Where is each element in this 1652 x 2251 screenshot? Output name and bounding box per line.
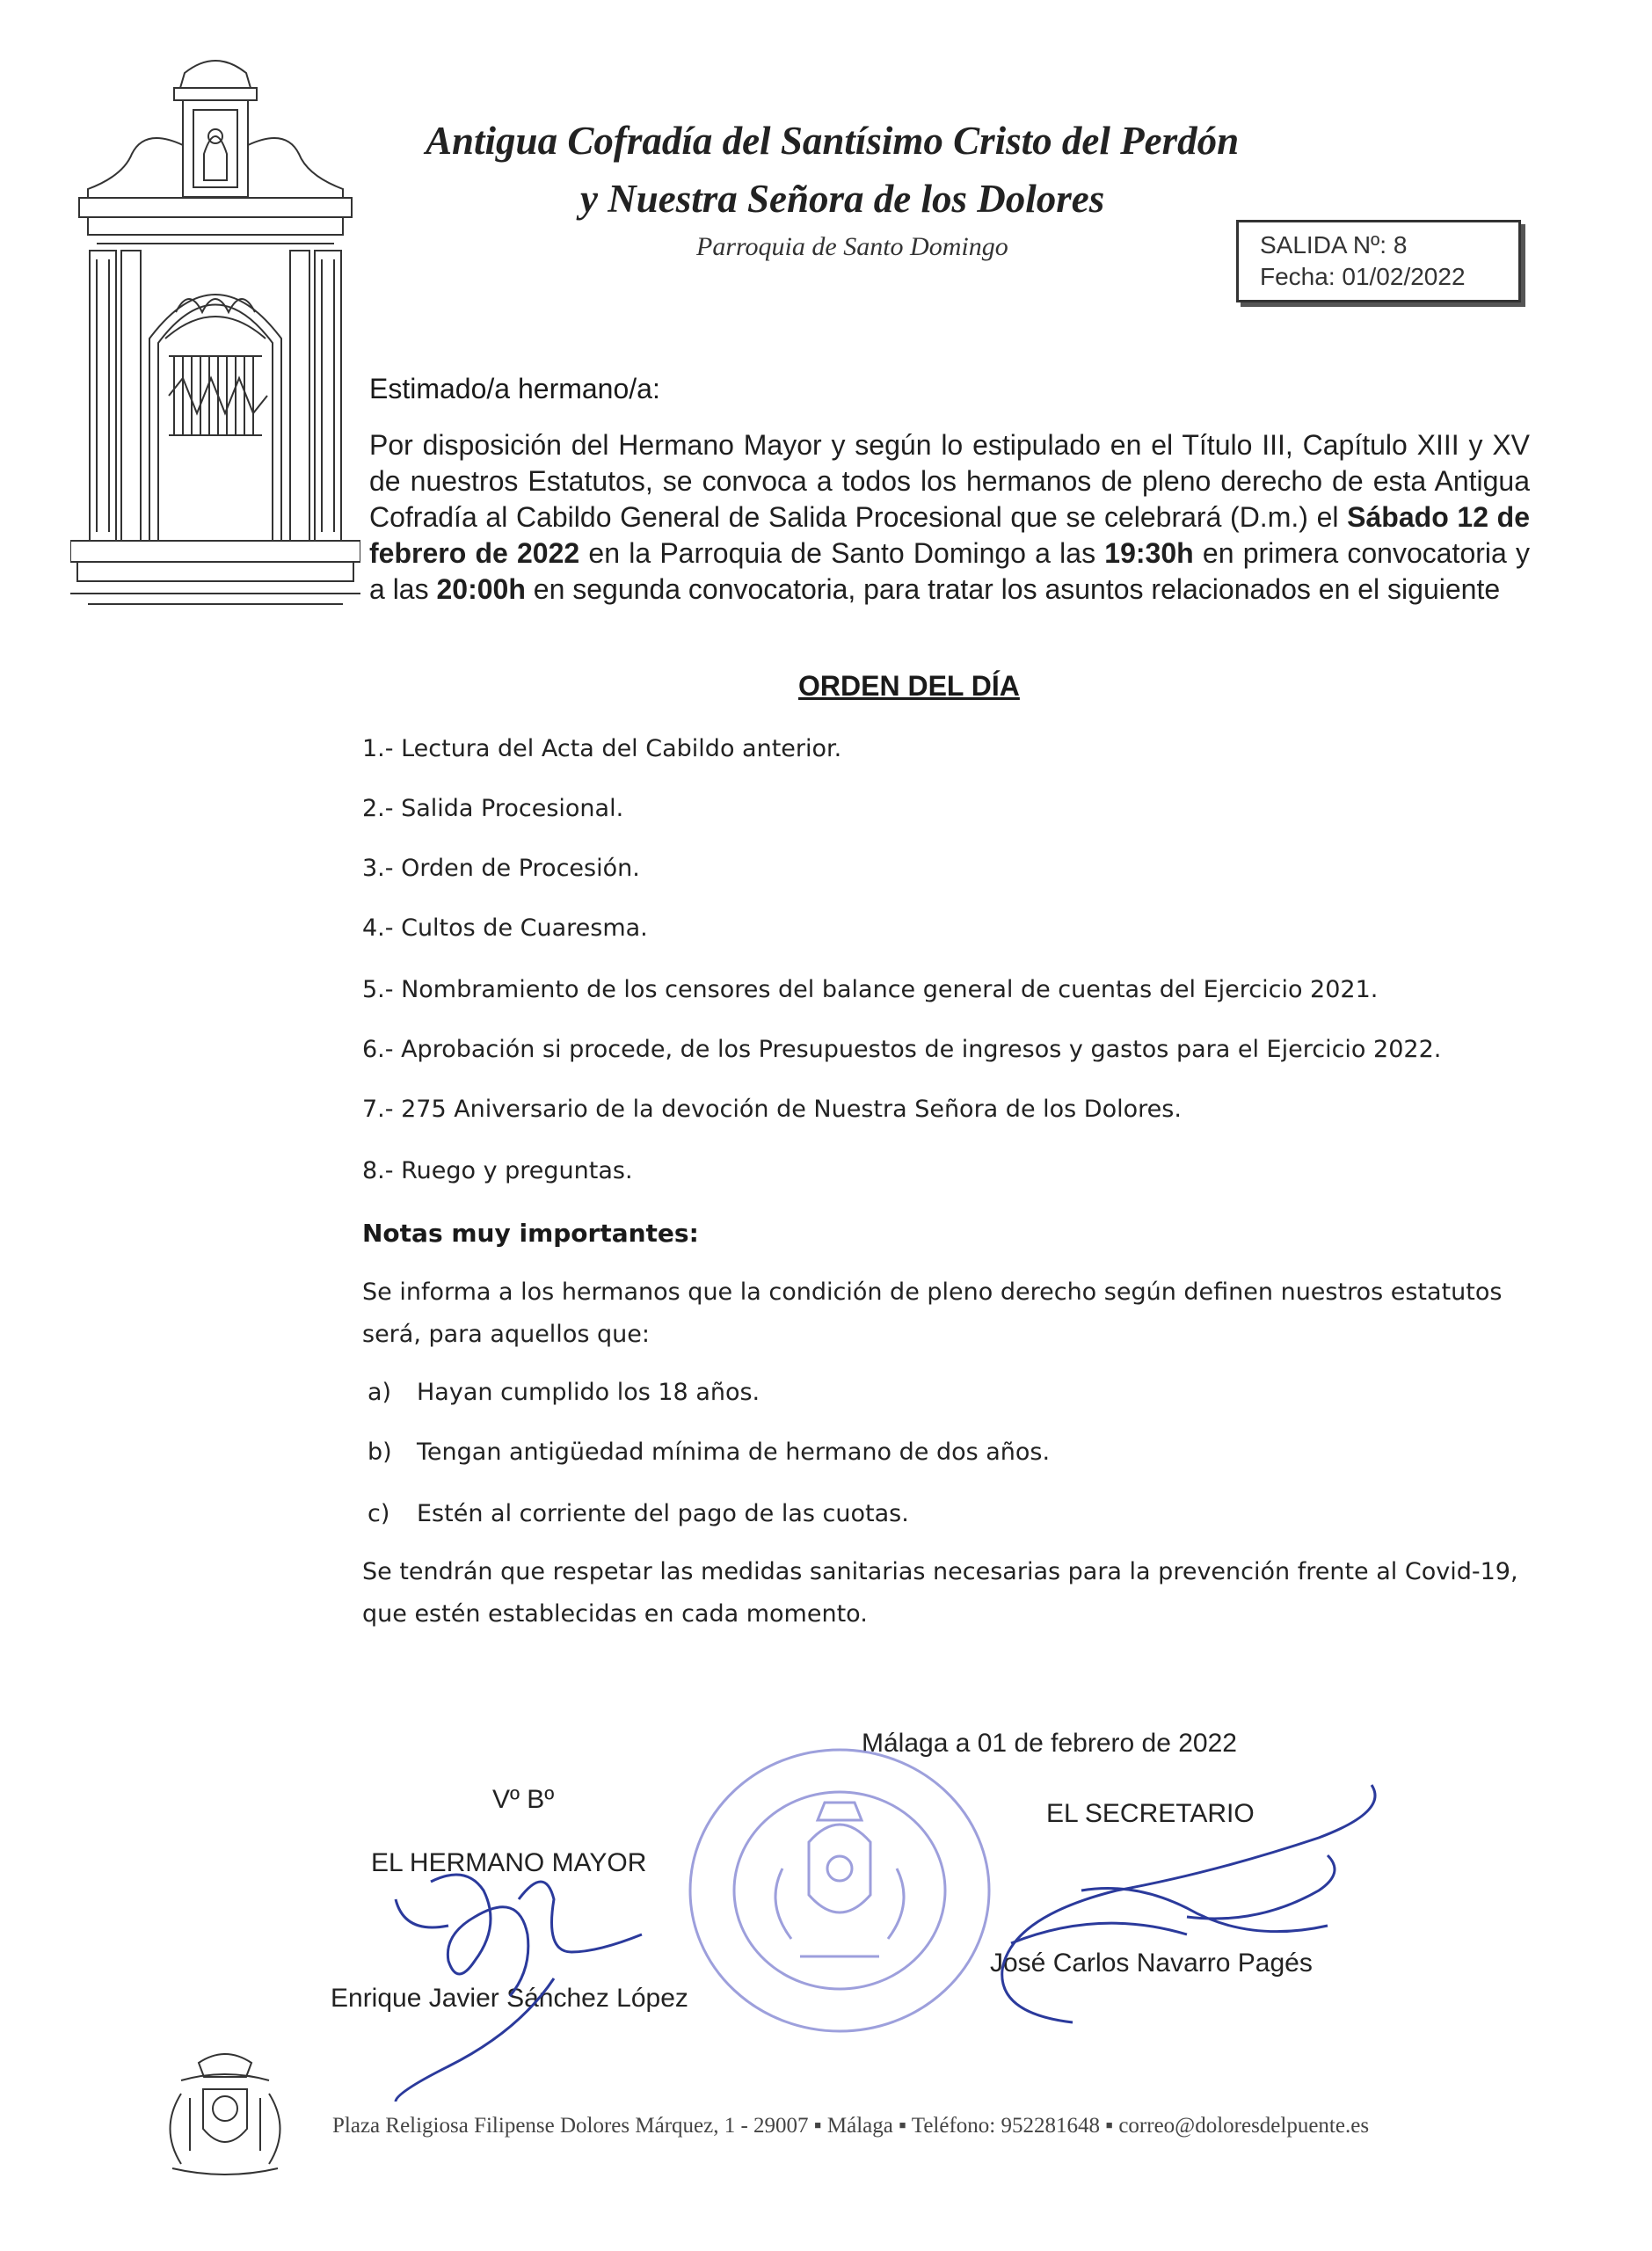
salida-number: SALIDA Nº: 8 <box>1260 231 1408 259</box>
reference-box <box>1236 220 1521 302</box>
condition-c <box>368 1500 909 1527</box>
agenda-item: 2.- Salida Procesional. <box>362 795 624 822</box>
place-and-date: Málaga a 01 de febrero de 2022 <box>862 1729 1237 1758</box>
secretary-name: José Carlos Navarro Pagés <box>990 1949 1313 1978</box>
hermano-mayor-signature <box>378 1847 818 2137</box>
agenda-item: 1.- Lectura del Acta del Cabildo anterior. <box>362 735 842 762</box>
notes-title: Notas muy importantes: <box>362 1219 699 1248</box>
convocation-text-3: en primera convocatoria y a las <box>369 537 1531 605</box>
cofradia-title-line-1: Antigua Cofradía del Santísimo Cristo del Perdón <box>426 119 1240 163</box>
condition-text: Hayan cumplido los 18 años. <box>417 1379 761 1406</box>
convocation-text-4: en segunda convocatoria, para tratar los asuntos relacionados en el siguiente <box>525 573 1501 605</box>
agenda-item: 8.- Ruego y preguntas. <box>362 1157 633 1184</box>
condition-letter: c) <box>368 1500 390 1527</box>
notes-intro: Se informa a los hermanos que la condición de pleno derecho según definen nuestros estatutos será, para aquellos que: <box>362 1278 1503 1348</box>
convocation-text-1: Por disposición del Hermano Mayor y según lo estipulado en el Título III, Capítulo XIII y XV de nuestros Estatutos, se convoca a todos los hermanos de pleno derecho de esta Antigua Cofradía al Cabildo General de Salida Procesional que se celebrará (D.m.) el <box>369 429 1530 533</box>
cabildo-date: Sábado 12 de febrero de 2022 <box>369 501 1531 569</box>
condition-letter: b) <box>368 1439 392 1466</box>
chapel-drawing-logo <box>70 48 360 611</box>
greeting: Estimado/a hermano/a: <box>369 373 660 404</box>
hermano-mayor-name: Enrique Javier Sánchez López <box>331 1984 688 2013</box>
footer-address: Plaza Religiosa Filipense Dolores Márquez, 1 - 29007 ▪ Málaga ▪ Teléfono: 952281648 ▪ correo@doloresdelpuente.es <box>332 2114 1370 2138</box>
secretary-signature <box>958 1767 1398 2049</box>
cofradia-coat-of-arms-logo <box>155 2045 295 2177</box>
first-call-time: 19:30h <box>1104 537 1194 569</box>
agenda-item: 3.- Orden de Procesión. <box>362 855 640 882</box>
convocation-text-2: en la Parroquia de Santo Domingo a las <box>579 537 1105 569</box>
covid-notice: Se tendrán que respetar las medidas sanitarias necesarias para la prevención frente al Covid-19, que estén establecidas en cada momento. <box>362 1558 1518 1628</box>
hermano-mayor-role: EL HERMANO MAYOR <box>371 1848 647 1877</box>
agenda-item: 5.- Nombramiento de los censores del balance general de cuentas del Ejercicio 2021. <box>362 976 1379 1003</box>
agenda-item: 7.- 275 Aniversario de la devoción de Nuestra Señora de los Dolores. <box>362 1096 1182 1123</box>
agenda-title: ORDEN DEL DÍA <box>798 670 1020 702</box>
condition-a <box>368 1379 760 1406</box>
agenda-item: 4.- Cultos de Cuaresma. <box>362 914 648 942</box>
second-call-time: 20:00h <box>436 573 526 605</box>
convocation-paragraph <box>369 427 1530 608</box>
condition-b <box>368 1439 1050 1466</box>
condition-letter: a) <box>368 1379 392 1406</box>
secretary-role: EL SECRETARIO <box>1046 1799 1255 1828</box>
condition-text: Estén al corriente del pago de las cuotas. <box>417 1500 909 1527</box>
condition-text: Tengan antigüedad mínima de hermano de dos años. <box>417 1439 1051 1466</box>
reference-date: Fecha: 01/02/2022 <box>1260 263 1466 290</box>
agenda-item: 6.- Aprobación si procede, de los Presupuestos de ingresos y gastos para el Ejercicio 2022. <box>362 1036 1442 1063</box>
parish-subtitle: Parroquia de Santo Domingo <box>696 232 1008 261</box>
cofradia-title-line-2: y Nuestra Señora de los Dolores <box>580 177 1105 221</box>
visto-bueno: Vº Bº <box>492 1785 555 1814</box>
